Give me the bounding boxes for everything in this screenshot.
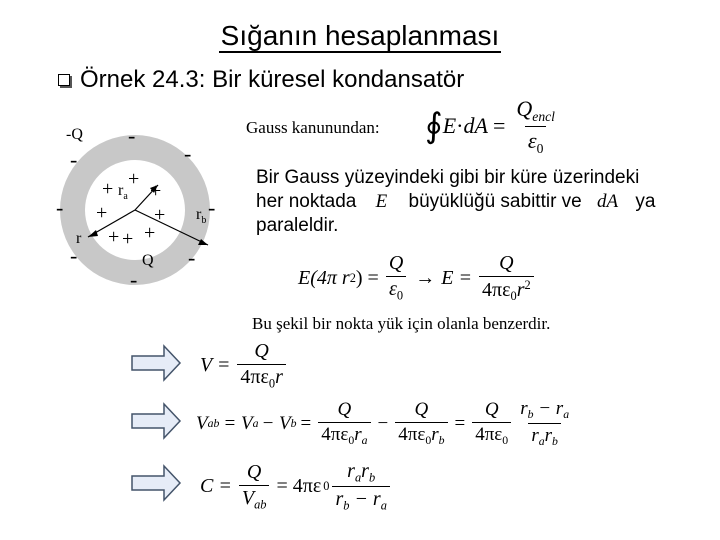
minus-charge: - <box>208 195 216 220</box>
eq2-f2-den-b: r <box>431 424 439 446</box>
gauss-E: E <box>442 113 457 139</box>
paragraph-line2-a: her noktada <box>256 191 357 212</box>
paragraph-dA-symbol: dA <box>597 191 619 212</box>
eq1-num: Q <box>254 340 269 362</box>
plus-charge: + <box>154 204 166 226</box>
eq3-fraction-2 <box>332 460 389 514</box>
minus-charge: - <box>70 147 78 172</box>
field-den-sub: 0 <box>396 288 404 303</box>
eq2-fraction-3 <box>472 399 511 448</box>
eq2-f1-num: Q <box>337 399 352 421</box>
minus-charge: - <box>130 267 138 292</box>
eq2-f4-num-b-sub: a <box>563 408 570 422</box>
gauss-dot: · <box>456 113 464 139</box>
gauss-paragraph <box>256 166 716 238</box>
spherical-capacitor-diagram <box>50 115 230 295</box>
eq2-lhs-V: V <box>196 412 208 434</box>
gauss-fraction <box>513 96 558 157</box>
plus-charge: + <box>150 180 162 202</box>
page-title: Sığanın hesaplanması <box>220 20 500 51</box>
eq3-f2-num-b: r <box>361 460 369 482</box>
eq3-f1-num: Q <box>246 461 262 484</box>
paragraph-line-3: paraleldir. <box>256 215 339 236</box>
right-arrow-icon <box>130 400 182 442</box>
eq1-den-b: r <box>275 366 283 388</box>
capacitance-equation <box>200 460 393 514</box>
eq3-f2-num-b-sub: b <box>368 470 376 485</box>
eq2-f1-den-b-sub: a <box>361 434 368 448</box>
eq2-op-minus: − <box>377 412 389 434</box>
eq2-eq-a-sub: a <box>252 416 259 430</box>
rb-label: $r_b$ <box>196 206 207 226</box>
plus-charge: + <box>108 226 120 248</box>
eq2-f4-den-b-sub: b <box>552 435 558 449</box>
right-arrow-icon <box>130 462 182 504</box>
eq3-lhs: C = <box>200 475 232 498</box>
eq2-minus: − V <box>261 412 291 434</box>
eq2-f1-den-sub: 0 <box>348 434 355 448</box>
eq3-f2-den-op: − r <box>349 488 381 511</box>
example-text: Örnek 24.3: Bir küresel kondansatör <box>80 66 465 93</box>
bullet-icon <box>58 74 70 86</box>
field-den2-sup: 2 <box>524 278 531 292</box>
minus-charge: - <box>56 195 64 220</box>
eq2-f2-den-b-sub: b <box>438 434 445 448</box>
potential-equation <box>200 340 289 391</box>
eq2-eq-b-sub: b <box>290 416 297 430</box>
paragraph-line-1: Bir Gauss yüzeyindeki gibi bir küre üzerindeki <box>256 167 640 188</box>
eq2-fraction-4 <box>517 398 572 449</box>
gauss-dA: dA <box>463 113 488 139</box>
plus-charge: + <box>144 222 156 244</box>
example-heading <box>58 66 464 94</box>
field-den: ε <box>389 278 397 301</box>
minus-charge: - <box>128 123 136 148</box>
gauss-Q-sub: encl <box>532 108 555 124</box>
eq2-f4-den-a-sub: a <box>538 435 545 449</box>
eq2-eq-a: = V <box>223 412 253 434</box>
eq2-fraction-2 <box>395 399 447 448</box>
minus-charge: - <box>70 243 78 268</box>
eq2-f4-num-a: r <box>520 398 528 419</box>
field-fraction-1 <box>386 252 406 303</box>
paragraph-line2-b: büyüklüğü sabittir ve <box>408 191 582 212</box>
closed-integral-icon: ∮ <box>425 108 443 146</box>
eq2-fraction-1 <box>318 399 370 448</box>
plus-charge: + <box>102 178 114 200</box>
eq1-fraction <box>237 340 286 391</box>
gauss-equation <box>425 96 561 157</box>
eq1-den-a: 4πε <box>240 366 269 388</box>
eq2-f3-den-sub: 0 <box>502 434 509 448</box>
eq2-f4-num-a-sub: b <box>527 408 534 422</box>
field-lhs-sup: 2 <box>349 270 356 285</box>
field-den2-a: 4πε <box>482 278 511 301</box>
eq3-f1-den-sub: ab <box>254 497 267 512</box>
plus-charge: + <box>128 168 140 190</box>
gauss-equals: = <box>492 113 506 139</box>
plus-charge: + <box>96 202 108 224</box>
field-num: Q <box>388 252 404 275</box>
eq1-den-sub: 0 <box>268 376 276 391</box>
eq1-lhs: V = <box>200 354 231 377</box>
eq2-f2-num: Q <box>414 399 429 421</box>
eq2-f4-num-op: − r <box>533 398 564 419</box>
eq2-f4-den-b: r <box>544 425 553 447</box>
minus-charge: - <box>188 245 196 270</box>
gauss-label: Gauss kanunundan: <box>246 118 380 137</box>
paragraph-E-symbol: E <box>375 191 388 212</box>
r-label: r <box>76 230 82 247</box>
field-fraction-2 <box>479 252 534 304</box>
inner-charge-label: Q <box>142 252 154 269</box>
right-arrow-icon: → <box>415 266 436 289</box>
field-lhs: E(4π r <box>298 266 350 289</box>
eq3-equals: = 4πε <box>276 475 322 498</box>
gauss-epsilon: ε <box>527 127 537 153</box>
eq2-f2-den-sub: 0 <box>425 434 432 448</box>
gauss-Q: Q <box>516 96 533 121</box>
eq3-fraction-1 <box>239 461 270 512</box>
eq2-f4-den-a: r <box>531 425 539 447</box>
eq2-equals2: = <box>454 412 466 434</box>
eq2-lhs-sub: ab <box>207 416 220 430</box>
eq2-f3-den-a: 4πε <box>475 424 503 446</box>
field-num2: Q <box>499 252 514 274</box>
plus-charge: + <box>122 228 134 250</box>
field-den2-sub: 0 <box>510 289 517 304</box>
ra-label: $r_a$ <box>118 182 128 202</box>
eq3-f1-den: V <box>241 487 255 510</box>
eq2-f1-den-b: r <box>354 424 362 446</box>
eq2-f2-den-a: 4πε <box>398 424 426 446</box>
field-den2-b: r <box>516 278 525 301</box>
eq2-equals: = <box>300 412 312 434</box>
field-equation <box>298 252 537 304</box>
eq3-eps-sub: 0 <box>323 479 330 494</box>
eq2-f3-num: Q <box>484 399 499 421</box>
outer-charge-label: -Q <box>66 126 83 143</box>
field-lhs-end: ) = <box>355 266 379 289</box>
field-E-eq: E = <box>441 266 473 289</box>
minus-charge: - <box>184 141 192 166</box>
eq3-f2-den-a: r <box>335 488 344 511</box>
eq3-f2-den-b-sub: a <box>380 498 387 513</box>
paragraph-line2-c: ya <box>635 191 656 212</box>
right-arrow-icon <box>130 342 182 384</box>
eq3-f2-num-a: r <box>347 460 355 482</box>
eq2-f1-den-a: 4πε <box>321 424 349 446</box>
paragraph-line-2 <box>256 190 716 214</box>
eq3-f2-num-a-sub: a <box>354 470 362 485</box>
gauss-eps-sub: 0 <box>536 140 544 156</box>
eq3-f2-den-a-sub: b <box>343 498 350 513</box>
note-text: Bu şekil bir nokta yük için olanla benzerdir. <box>252 314 551 333</box>
potential-difference-equation <box>196 398 575 449</box>
